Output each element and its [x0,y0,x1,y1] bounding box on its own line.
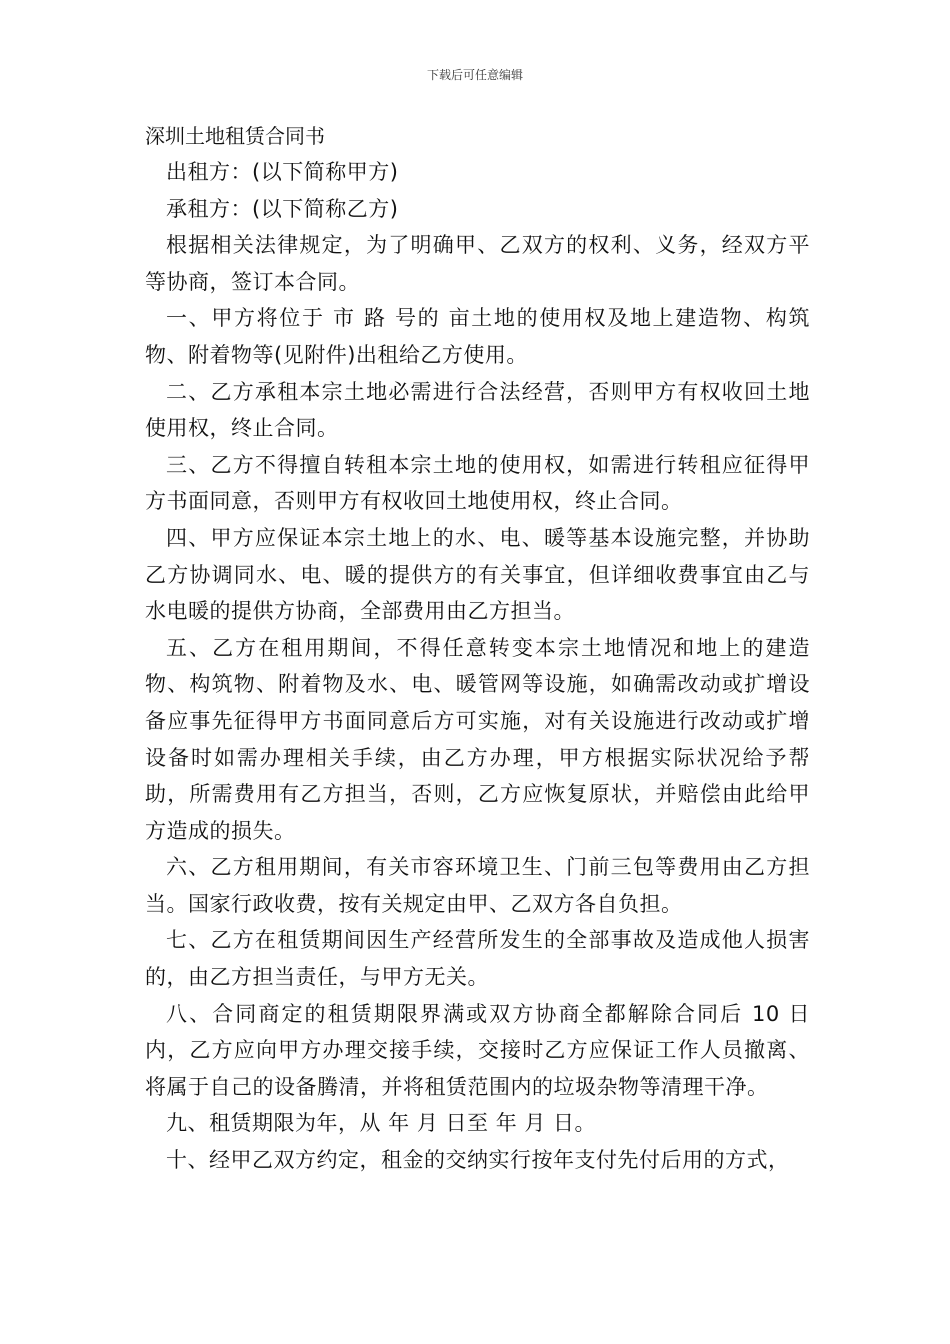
paragraph-clause-2: 二、乙方承租本宗土地必需进行合法经营，否则甲方有权收回土地使用权，终止合同。 [145,379,810,441]
document-title: 深圳土地租赁合同书 [145,124,325,148]
paragraph-clause-10: 十、经甲乙双方约定，租金的交纳实行按年支付先付后用的方式， [166,1148,790,1173]
paragraph-clause-4: 四、甲方应保证本宗土地上的水、电、暖等基本设施完整，并协助乙方协调同水、电、暖的提供方的有关事宜，但详细收费事宜由乙与水电暖的提供方协商，全部费用由乙方担当。 [145,525,810,624]
paragraph-clause-3: 三、乙方不得擅自转租本宗土地的使用权，如需进行转租应征得甲方书面同意，否则甲方有权收回土地使用权，终止合同。 [145,452,810,514]
paragraph-clause-5: 五、乙方在租用期间，不得任意转变本宗土地情况和地上的建造物、构筑物、附着物及水、电、暖管网等设施，如确需改动或扩增设备应事先征得甲方书面同意后方可实施，对有关设施进行改动或扩增设备时如需办理相关手续，由乙方办理，甲方根据实际状况给予帮助，所需费用有乙方担当，否则，乙方应恢复原状，并赔偿由此给甲方造成的损失。 [145,635,810,843]
paragraph-clause-8: 八、合同商定的租赁期限界满或双方协商全都解除合同后 10 日内，乙方应向甲方办理交接手续，交接时乙方应保证工作人员撤离、将属于自己的设备腾清，并将租赁范围内的垃圾杂物等清理干净。 [145,1001,810,1099]
paragraph-clause-9: 九、租赁期限为年，从 年 月 日至 年 月 日。 [166,1111,597,1136]
paragraph-clause-7: 七、乙方在租赁期间因生产经营所发生的全部事故及造成他人损害的，由乙方担当责任，与甲方无关。 [145,928,810,990]
page-header: 下载后可任意编辑 [426,68,523,82]
paragraph-clause-6: 六、乙方租用期间，有关市容环境卫生、门前三包等费用由乙方担当。国家行政收费，按有关规定由甲、乙双方各自负担。 [145,855,810,916]
paragraph-lessee: 承租方：(以下简称乙方) [166,196,399,221]
document-body [145,118,810,1179]
paragraph-clause-1: 一、甲方将位于 市 路 号的 亩土地的使用权及地上建造物、构筑物、附着物等(见附件)出租给乙方使用。 [145,306,810,367]
paragraph-preamble: 根据相关法律规定，为了明确甲、乙双方的权利、义务，经双方平等协商，签订本合同。 [145,233,810,294]
paragraph-lessor: 出租方：(以下简称甲方) [166,160,399,184]
